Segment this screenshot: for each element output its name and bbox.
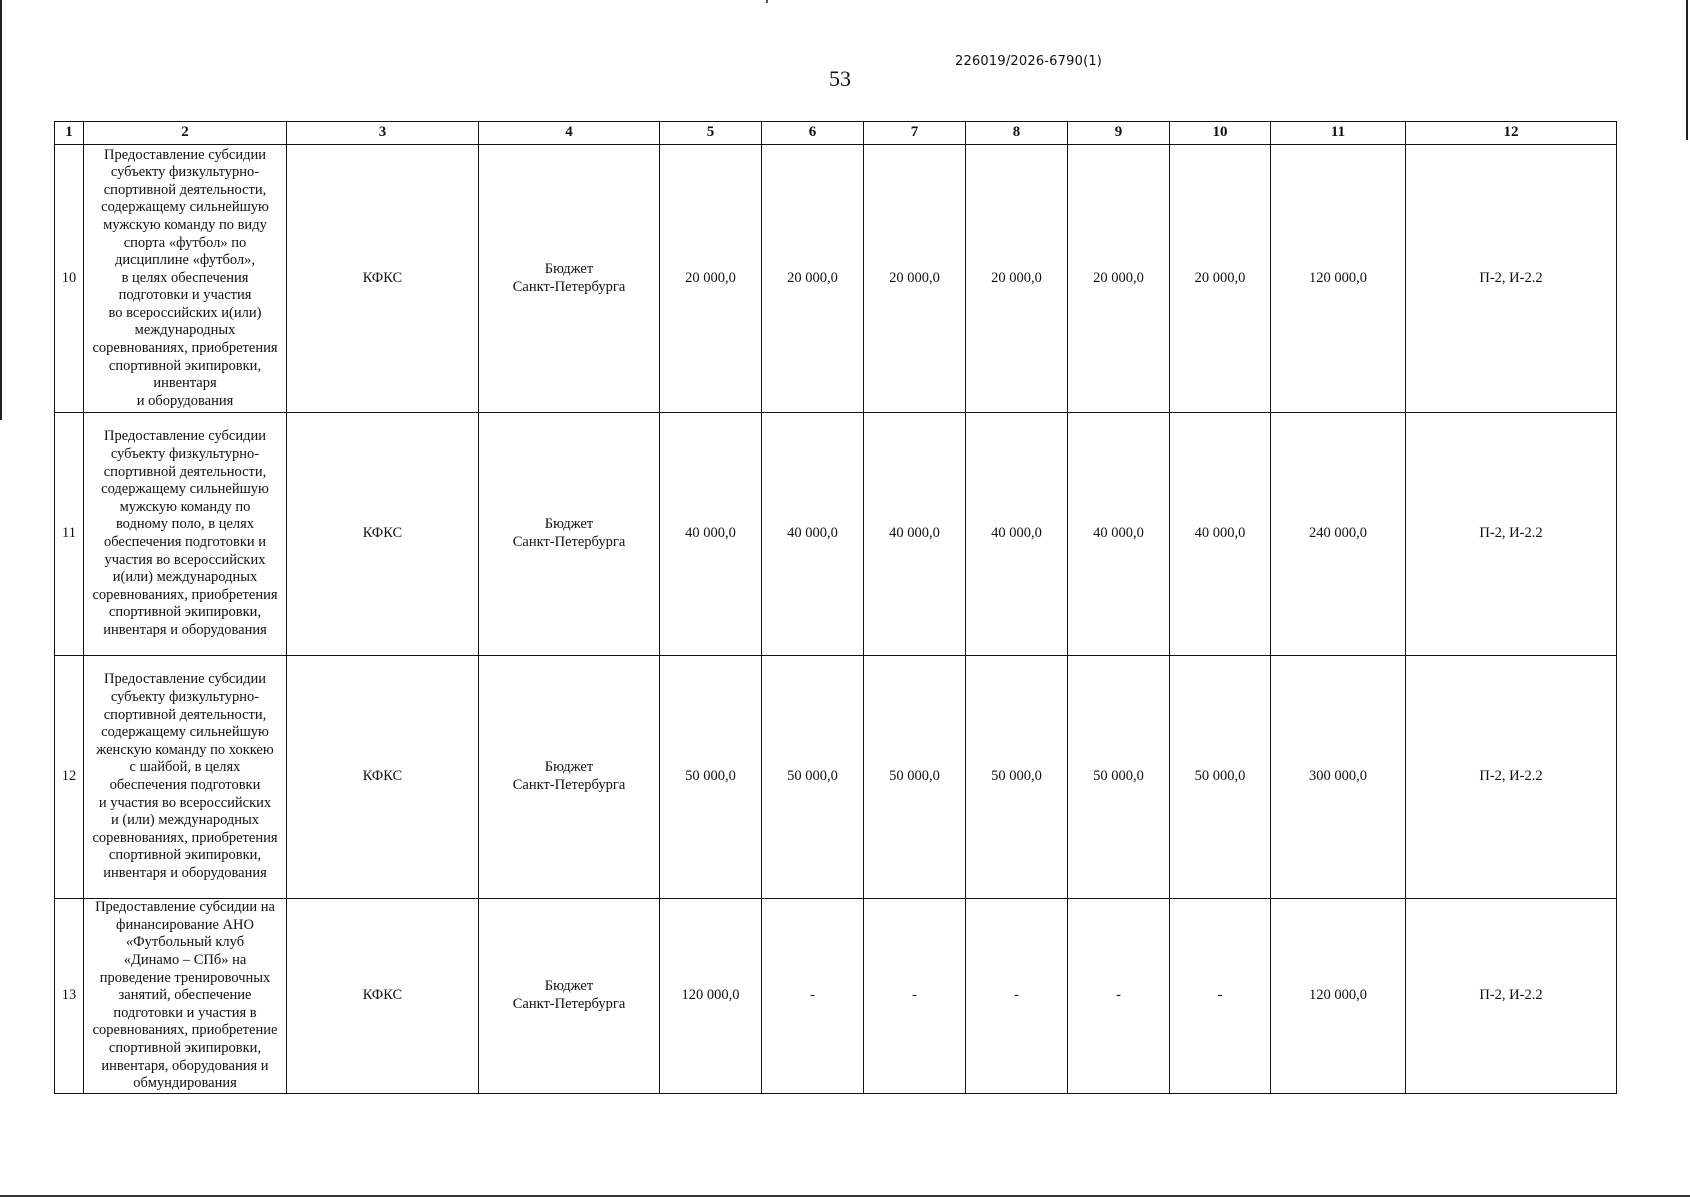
executor-cell: КФКС [287,899,479,1094]
activity-name-line: женскую команду по хоккею [96,741,274,758]
column-header: 9 [1068,122,1170,145]
activity-name-line: обеспечения подготовки [109,777,261,793]
document-code: 226019/2026-6790(1) [955,54,1103,69]
funding-source-line: Бюджет [544,260,594,277]
activity-name-line: мужскую команду по [119,498,251,515]
activity-name-line: и (или) международных [110,812,260,829]
column-header: 1 [55,122,84,145]
row-number-cell: 13 [55,899,84,1094]
activity-name-line: соревнованиях, приобретение [92,1022,278,1039]
activity-name-line: соревнованиях, приобретения [92,829,278,846]
column-number-row [55,122,1617,145]
total-value-cell: 300 000,0 [1271,656,1406,899]
activity-name-line: и оборудования [136,392,234,409]
total-value-cell: 120 000,0 [1271,145,1406,413]
total-value-cell: 120 000,0 [1271,899,1406,1094]
activity-name-line: субъекту физкультурно- [110,164,260,181]
scan-edge-mark [766,0,768,3]
activity-name-line: инвентаря [153,375,217,392]
activity-name-line: содержащему сильнейшую [101,481,269,498]
scan-right-edge [1686,0,1688,140]
activity-name-line: проведение тренировочных [99,969,271,986]
column-header: 2 [84,122,287,145]
executor-cell: КФКС [287,656,479,899]
year-value-cell: 20 000,0 [864,145,966,413]
table-row [55,145,1617,413]
scan-left-edge [0,0,2,420]
column-header: 3 [287,122,479,145]
year-value-cell: - [1170,899,1271,1094]
activity-name-line: соревнованиях, приобретения [92,586,278,603]
activity-name-line: инвентаря и оборудования [103,621,267,638]
activity-name-line: мужскую команду по виду [103,216,267,233]
activity-name-line: и(или) международных [112,569,258,586]
activity-name-line: занятий, обеспечение [118,987,252,1004]
indicators-cell: П-2, И-2.2 [1406,899,1617,1094]
year-value-cell: 40 000,0 [864,413,966,656]
activity-name-line: содержащему сильнейшую [101,199,269,216]
year-value-cell: 40 000,0 [966,413,1068,656]
activity-name-line: Предоставление субсидии [103,671,267,688]
activity-name-line: субъекту физкультурно- [110,689,260,706]
indicators-cell: П-2, И-2.2 [1406,656,1617,899]
activity-name-line: в целях обеспечения [121,269,249,286]
activity-name-line: «Динамо – СПб» на [123,952,247,969]
table-row [55,656,1617,899]
activity-name-line: международных [134,322,236,339]
activity-name-line: спортивной экипировки, [108,847,262,864]
year-value-cell: 50 000,0 [966,656,1068,899]
activity-name-line: Предоставление субсидии [103,428,267,445]
activity-name-line: подготовки и участия в [113,1004,257,1021]
column-header: 8 [966,122,1068,145]
activity-name-line: спорта «футбол» по [123,234,247,251]
year-value-cell: 50 000,0 [864,656,966,899]
scan-bottom-edge [0,1195,1690,1197]
year-value-cell: 50 000,0 [1170,656,1271,899]
year-value-cell: 20 000,0 [1170,145,1271,413]
activity-name-line: Предоставление субсидии на [95,899,275,916]
year-value-cell: 50 000,0 [660,656,762,899]
indicators-cell: П-2, И-2.2 [1406,145,1617,413]
activity-name-line: спортивной экипировки, [108,1039,262,1056]
funding-source-line: Санкт-Петербурга [512,777,626,793]
activity-name-line: спортивной деятельности, [103,181,267,198]
activity-name-cell [84,413,287,656]
page-number: 53 [829,66,851,91]
column-header: 6 [762,122,864,145]
activity-name-line: обмундирования [133,1075,237,1092]
funding-source-line: Санкт-Петербурга [512,534,626,550]
year-value-cell: 50 000,0 [762,656,864,899]
column-header: 10 [1170,122,1271,145]
year-value-cell: - [762,899,864,1094]
funding-source-line: Санкт-Петербурга [512,996,626,1012]
year-value-cell: 40 000,0 [1068,413,1170,656]
budget-table [54,121,1617,1094]
activity-name-line: соревнованиях, приобретения [92,340,278,357]
activity-name-line: обеспечения подготовки и [103,534,267,550]
funding-source-cell [479,899,660,1094]
row-number-cell: 12 [55,656,84,899]
column-header: 4 [479,122,660,145]
year-value-cell: 20 000,0 [660,145,762,413]
year-value-cell: - [1068,899,1170,1094]
executor-cell: КФКС [287,413,479,656]
activity-name-line: финансирование АНО [116,916,254,933]
year-value-cell: - [864,899,966,1094]
year-value-cell: 50 000,0 [1068,656,1170,899]
funding-source-line: Бюджет [544,516,594,533]
table-row [55,899,1617,1094]
activity-name-line: спортивной деятельности, [103,706,267,723]
funding-source-cell [479,656,660,899]
activity-name-cell [84,656,287,899]
year-value-cell: 20 000,0 [762,145,864,413]
activity-name-line: субъекту физкультурно- [110,446,260,463]
column-header: 11 [1271,122,1406,145]
activity-name-line: подготовки и участия [118,287,252,304]
column-header: 12 [1406,122,1617,145]
table-row [55,413,1617,656]
activity-name-line: спортивной экипировки, [108,357,262,374]
funding-source-line: Санкт-Петербурга [512,278,626,295]
funding-source-cell [479,145,660,413]
total-value-cell: 240 000,0 [1271,413,1406,656]
activity-name-line: спортивной экипировки, [108,604,262,621]
activity-name-line: «Футбольный клуб [125,934,245,951]
year-value-cell: - [966,899,1068,1094]
activity-name-line: с шайбой, в целях [129,759,241,776]
activity-name-line: дисциплине «футбол», [114,252,256,269]
funding-source-line: Бюджет [544,759,594,776]
activity-name-line: инвентаря и оборудования [103,864,267,881]
activity-name-line: Предоставление субсидии [103,146,267,163]
row-number-cell: 10 [55,145,84,413]
column-header: 5 [660,122,762,145]
year-value-cell: 40 000,0 [660,413,762,656]
activity-name-cell [84,899,287,1094]
year-value-cell: 40 000,0 [1170,413,1271,656]
activity-name-line: и участия во всероссийских [98,794,272,811]
year-value-cell: 20 000,0 [1068,145,1170,413]
column-header: 7 [864,122,966,145]
row-number-cell: 11 [55,413,84,656]
indicators-cell: П-2, И-2.2 [1406,413,1617,656]
activity-name-line: инвентаря, оборудования и [101,1057,269,1074]
funding-source-line: Бюджет [544,978,594,995]
activity-name-line: участия во всероссийских [104,551,266,568]
year-value-cell: 120 000,0 [660,899,762,1094]
executor-cell: КФКС [287,145,479,413]
year-value-cell: 40 000,0 [762,413,864,656]
activity-name-line: во всероссийских и(или) [108,304,262,321]
activity-name-cell [84,145,287,413]
funding-source-cell [479,413,660,656]
activity-name-line: содержащему сильнейшую [101,724,269,741]
activity-name-line: водному поло, в целях [115,516,255,533]
year-value-cell: 20 000,0 [966,145,1068,413]
activity-name-line: спортивной деятельности, [103,463,267,480]
